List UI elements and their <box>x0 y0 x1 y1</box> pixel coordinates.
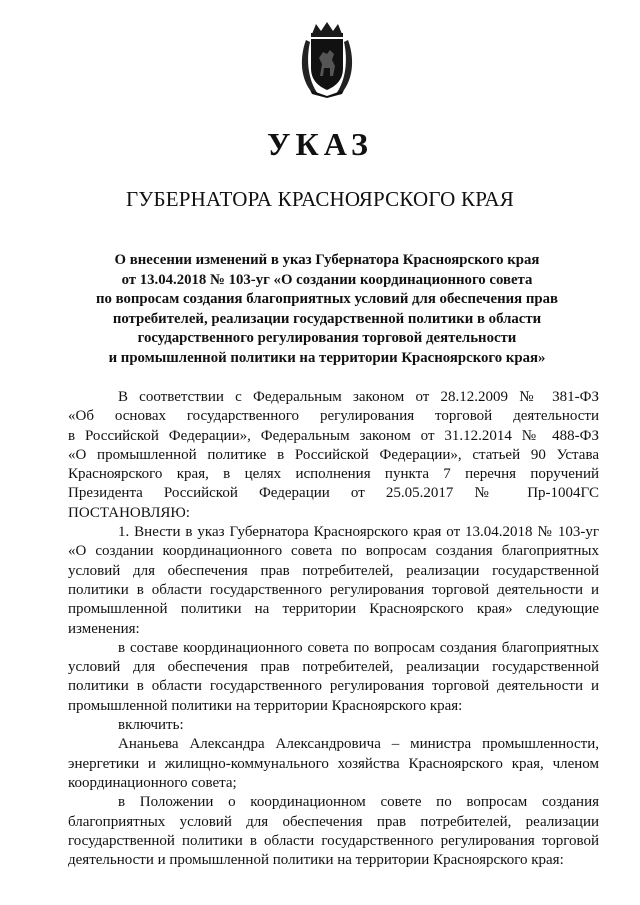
text-line: в Положении о координационном совете по вопросам создания <box>118 794 599 811</box>
text-line: координационного совета; <box>68 774 237 791</box>
text-line: Президента Российской Федерации от 25.05.2017 № Пр-1004ГС <box>68 485 599 502</box>
text-line: ПОСТАНОВЛЯЮ: <box>68 504 190 521</box>
decree-body <box>68 388 599 870</box>
decree-heading <box>60 251 594 368</box>
text-line: условий для обеспечения прав потребителей, реализации государственной <box>68 659 599 676</box>
text-line: государственной политики в области государственного регулирования торговой <box>68 832 599 849</box>
paragraph-regulation <box>68 793 599 870</box>
text-line: политики в области государственного регулирования торговой деятельности и <box>68 581 599 598</box>
text-line: Ананьева Александра Александровича – министра промышленности, <box>118 736 599 753</box>
text-line: деятельности и промышленной политики на территории Красноярского края: <box>68 852 564 869</box>
heading-line: О внесении изменений в указ Губернатора Красноярского края <box>114 252 540 268</box>
paragraph-council-composition <box>68 639 599 716</box>
paragraph-item-1 <box>68 523 599 639</box>
paragraph-member <box>68 735 599 793</box>
text-line: «О создании координационного совета по вопросам создания благоприятных <box>68 543 599 560</box>
text-line: промышленной политики на территории Красноярского края: <box>68 697 463 714</box>
coat-of-arms-icon <box>296 20 358 98</box>
text-line: В соответствии с Федеральным законом от 28.12.2009 № 381-ФЗ <box>118 389 599 405</box>
text-line: энергетики и жилищно-коммунального хозяйства Красноярского края, членом <box>68 755 599 772</box>
text-line: промышленной политики на территории Красноярского края» следующие <box>68 601 599 618</box>
text-line: включить: <box>118 717 184 734</box>
text-line: «Об основах государственного регулирования торговой деятельности <box>68 408 599 425</box>
text-line: изменения: <box>68 620 140 637</box>
heading-line: от 13.04.2018 № 103-уг «О создании координационного совета <box>121 271 533 288</box>
heading-line: по вопросам создания благоприятных условий для обеспечения прав <box>95 291 558 307</box>
text-line: Красноярского края, в целях исполнения пункта 7 перечня поручений <box>68 466 599 483</box>
heading-line: потребителей, реализации государственной политики в области <box>112 310 542 327</box>
heading-line: государственного регулирования торговой деятельности <box>137 330 517 346</box>
text-line: политики в области государственного регулирования торговой деятельности и <box>68 678 599 695</box>
paragraph-include <box>68 716 599 735</box>
document-title: УКАЗ <box>267 126 373 162</box>
text-line: «О промышленной политике в Российской Федерации», статьей 90 Устава <box>68 446 599 463</box>
text-line: благоприятных условий для обеспечения прав потребителей, реализации <box>68 813 599 830</box>
paragraph-preamble <box>68 388 599 523</box>
document-subtitle: ГУБЕРНАТОРА КРАСНОЯРСКОГО КРАЯ <box>126 187 514 211</box>
heading-line: и промышленной политики на территории Красноярского края» <box>108 349 546 366</box>
text-line: в Российской Федерации», Федеральным законом от 31.12.2014 № 488-ФЗ <box>68 427 599 444</box>
text-line: условий для обеспечения прав потребителей, реализации государственной <box>68 562 599 579</box>
text-line: 1. Внести в указ Губернатора Красноярского края от 13.04.2018 № 103-уг <box>118 524 599 541</box>
text-line: в составе координационного совета по вопросам создания благоприятных <box>118 639 599 656</box>
